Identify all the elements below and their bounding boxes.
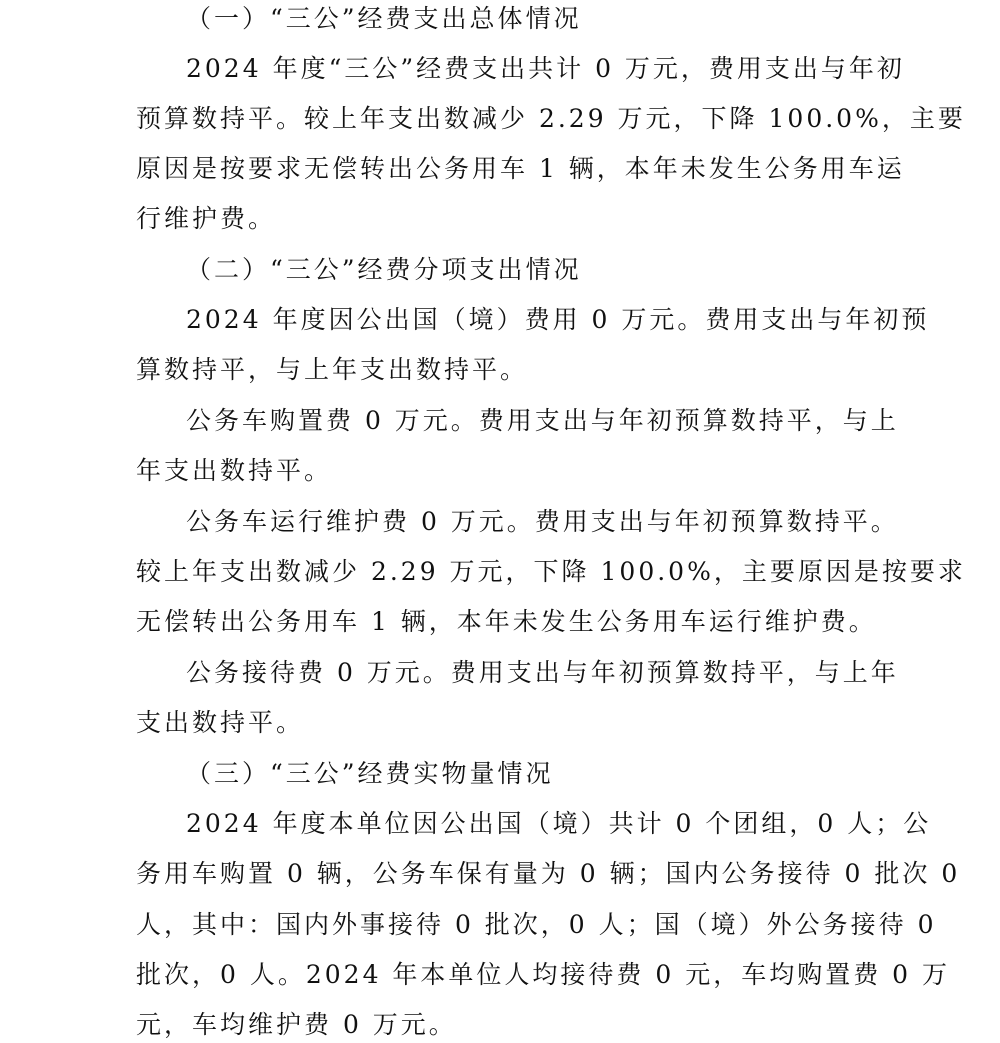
paragraph-line: 公务车购置费 0 万元。费用支出与年初预算数持平，与上 (186, 406, 899, 435)
paragraph-line: 较上年支出数减少 2.29 万元，下降 100.0%，主要原因是按要求 (136, 557, 966, 586)
paragraph-line: 公务接待费 0 万元。费用支出与年初预算数持平，与上年 (186, 658, 899, 687)
paragraph-line: 算数持平，与上年支出数持平。 (136, 355, 529, 384)
paragraph-line: 2024 年度“三公”经费支出共计 0 万元，费用支出与年初 (186, 54, 905, 83)
paragraph-line: 无偿转出公务用车 1 辆，本年未发生公务用车运行维护费。 (136, 607, 877, 636)
section-heading-1: （一）“三公”经费支出总体情况 (186, 4, 582, 33)
paragraph-line: 公务车运行维护费 0 万元。费用支出与年初预算数持平。 (186, 507, 899, 536)
paragraph-line: 批次，0 人。2024 年本单位人均接待费 0 元，车均购置费 0 万 (136, 960, 951, 989)
paragraph-line: 2024 年度本单位因公出国（境）共计 0 个团组，0 人；公 (186, 809, 932, 838)
paragraph-line: 支出数持平。 (136, 708, 305, 737)
paragraph-line: 务用车购置 0 辆，公务车保有量为 0 辆；国内公务接待 0 批次 0 (136, 859, 961, 888)
section-heading-3: （三）“三公”经费实物量情况 (186, 759, 554, 788)
paragraph-line: 原因是按要求无偿转出公务用车 1 辆，本年未发生公务用车运 (136, 154, 905, 183)
paragraph-line: 2024 年度因公出国（境）费用 0 万元。费用支出与年初预 (186, 305, 930, 334)
paragraph-line: 元，车均维护费 0 万元。 (136, 1010, 457, 1039)
paragraph-line: 行维护费。 (136, 204, 277, 233)
paragraph-line: 预算数持平。较上年支出数减少 2.29 万元，下降 100.0%，主要 (136, 104, 966, 133)
paragraph-line: 年支出数持平。 (136, 456, 333, 485)
section-heading-2: （二）“三公”经费分项支出情况 (186, 255, 582, 284)
paragraph-line: 人，其中：国内外事接待 0 批次，0 人；国（境）外公务接待 0 (136, 910, 937, 939)
